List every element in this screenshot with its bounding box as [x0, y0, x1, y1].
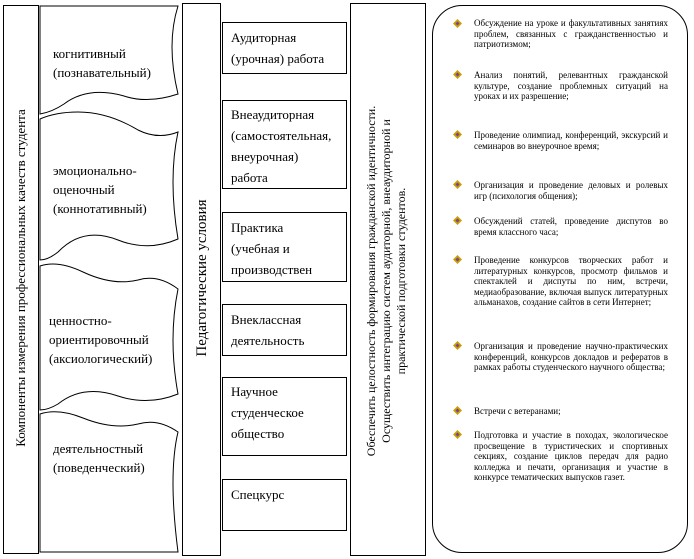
method-item-6: Проведение конкурсов творческих работ и литературных конкурсов, просмотр фильмов и спектаклей и диспуты по ним, встречи, медиаобразование, включая выпуск литературных альманахов, создание сайтов в сети Интернет;: [474, 255, 668, 308]
bullet-icon: [453, 130, 462, 139]
bullet-icon: [453, 180, 462, 189]
form-classroom: Аудиторная (урочная) работа: [231, 30, 325, 66]
component-shape-behavioral: [40, 412, 178, 552]
bullet-icon: [453, 216, 462, 225]
method-item-5: Обсуждений статей, проведение диспутов во время классного часа;: [474, 216, 668, 237]
bullet-icon: [453, 430, 462, 439]
form-outclass: Внеклассная деятельность: [231, 312, 305, 348]
bullet-icon: [453, 406, 462, 415]
component-cognitive: когнитивный (познавательный): [53, 46, 151, 80]
bullet-icon: [453, 341, 462, 350]
method-item-1: Обсуждение на уроке и факультативных занятиях проблем, связанных с гражданственностью и патриотизмом;: [474, 18, 668, 50]
component-axiological: ценностно- ориентировочный (аксиологический): [49, 313, 153, 366]
method-item-7: Организация и проведение научно-практических конференций, конкурсов докладов и рефератов в рамках работы студенческого научного общества;: [474, 341, 668, 373]
method-item-8: Встречи с ветеранами;: [474, 406, 561, 416]
method-item-2: Анализ понятий, релевантных гражданской культуре, создание проблемных ситуаций на уроках и их разрешение;: [474, 70, 668, 102]
component-behavioral: деятельностный (поведенческий): [53, 441, 145, 475]
bullet-icon: [453, 255, 462, 264]
form-science: Научное студенческое общество: [231, 384, 304, 441]
form-special-course: Спецкурс: [231, 487, 285, 502]
goal-text: Обеспечить целостность формирования гражданской идентичности. Осуществить интеграцию систем аудиторной, внеаудиторной и практической подготовки студентов.: [364, 105, 408, 457]
method-item-4: Организация и проведение деловых и ролевых игр (психология общения);: [474, 180, 668, 201]
form-extracurricular: Внеаудиторная (самостоятельная, внеурочная) работа: [231, 107, 332, 185]
method-item-3: Проведение олимпиад, конференций, экскурсий и семинаров во внеурочное время;: [474, 130, 668, 151]
components-title: Компоненты измерения профессиональных качеств студента: [13, 109, 28, 447]
conditions-title: Педагогические условия: [194, 199, 210, 357]
component-emotional: эмоционально- оценочный (коннотативный): [53, 163, 147, 216]
method-item-9: Подготовка и участие в походах, экологическое просвещение в туристических и спортивных секциях, создание циклов передач для радио колледжа и печати, организация и участие в конкурсе тематических выпусков газет.: [474, 430, 668, 483]
bullet-icon: [453, 70, 462, 79]
form-practice: Практика (учебная и производствен: [231, 220, 313, 277]
bullet-icon: [453, 19, 462, 28]
